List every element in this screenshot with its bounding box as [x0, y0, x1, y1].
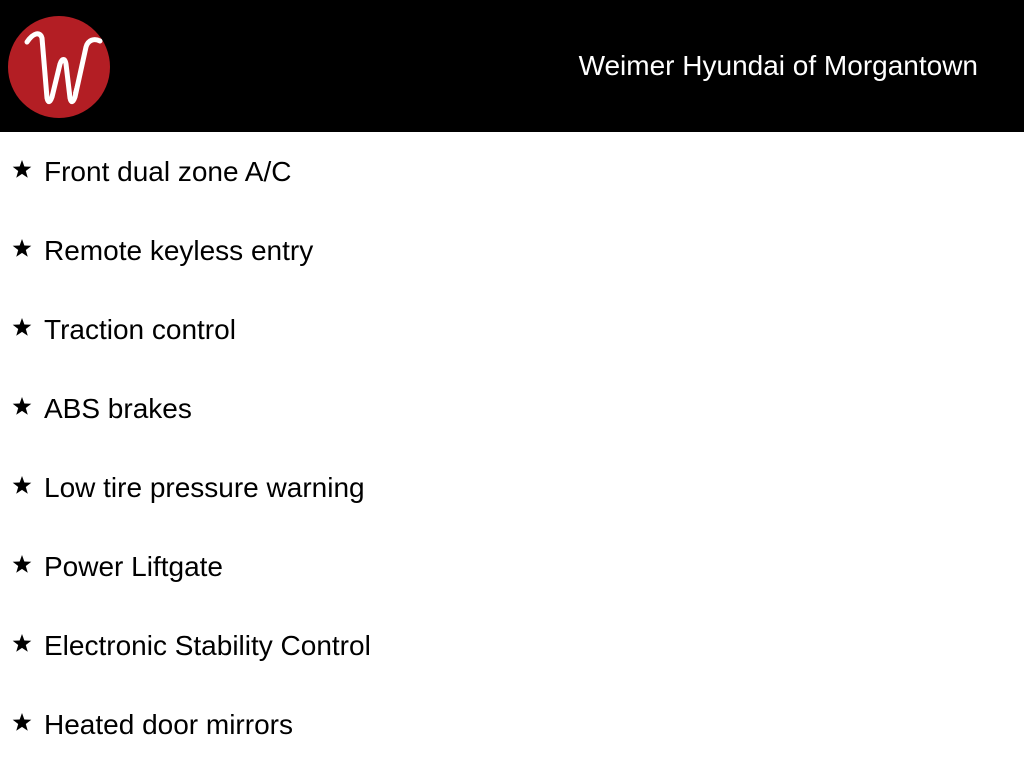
feature-label: Front dual zone A/C: [44, 156, 292, 187]
star-icon: [12, 554, 32, 574]
feature-item: [0, 310, 1024, 350]
star-icon: [12, 396, 32, 416]
feature-label: Heated door mirrors: [44, 709, 293, 740]
feature-label: Power Liftgate: [44, 551, 223, 582]
star-icon: [12, 633, 32, 653]
feature-label: Remote keyless entry: [44, 235, 314, 266]
star-icon: [12, 238, 32, 258]
weimer-w-logo-icon: [8, 16, 110, 118]
feature-label: Low tire pressure warning: [44, 472, 365, 503]
header-bar: [0, 0, 1024, 132]
feature-label: ABS brakes: [44, 393, 192, 424]
feature-item: [0, 626, 1024, 666]
star-icon: [12, 159, 32, 179]
feature-item: [0, 389, 1024, 429]
star-icon: [12, 317, 32, 337]
feature-item: [0, 547, 1024, 587]
feature-item: [0, 152, 1024, 192]
feature-item: [0, 231, 1024, 271]
feature-item: [0, 705, 1024, 745]
star-icon: [12, 712, 32, 732]
star-icon: [12, 475, 32, 495]
feature-label: Traction control: [44, 314, 236, 345]
dealer-name: Weimer Hyundai of Morgantown: [578, 50, 978, 81]
feature-item: [0, 468, 1024, 508]
feature-label: Electronic Stability Control: [44, 630, 371, 661]
features-list: [0, 132, 1024, 768]
